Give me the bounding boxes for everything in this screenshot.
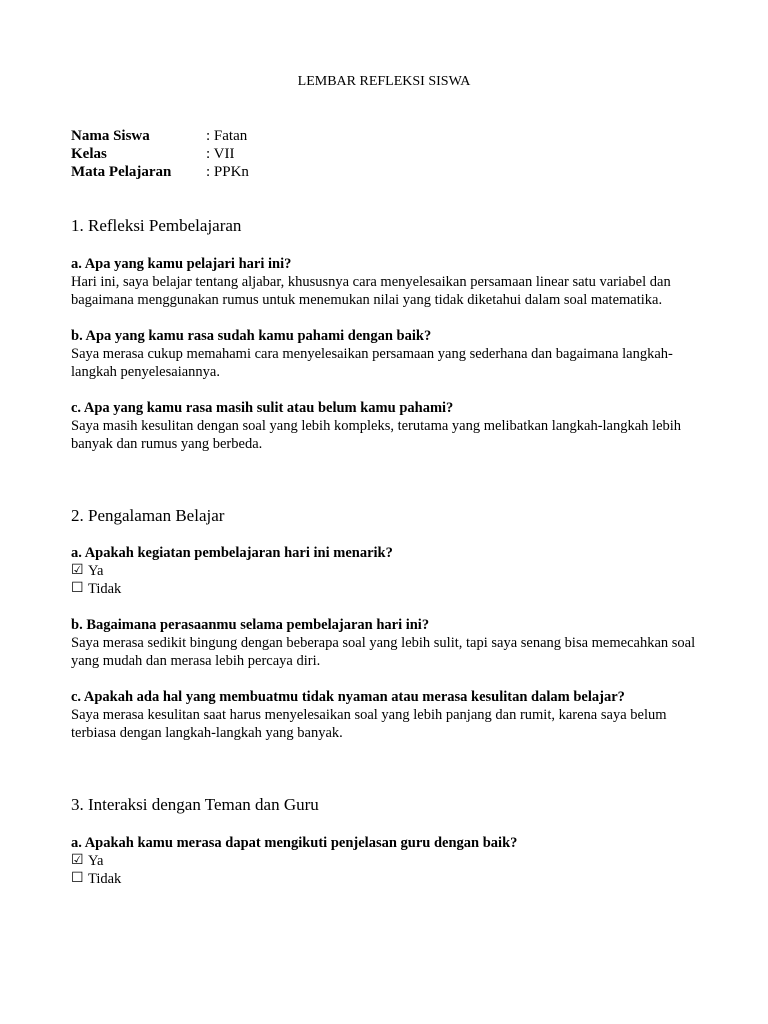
question-text: c. Apakah ada hal yang membuatmu tidak nyaman atau merasa kesulitan dalam belajar? (71, 689, 625, 705)
answer-text: Saya merasa kesulitan saat harus menyelesaikan soal yang lebih panjang dan rumit, karena saya belum terbiasa dengan langkah-langkah yang banyak. (71, 707, 667, 741)
info-label: Nama Siswa (71, 128, 150, 144)
checkbox-checked-icon[interactable]: ☑ (71, 563, 84, 578)
question-text: b. Bagaimana perasaanmu selama pembelajaran hari ini? (71, 617, 430, 633)
question-block (71, 544, 701, 598)
checkbox-unchecked-icon[interactable]: ☐ (71, 871, 84, 886)
option-no[interactable] (71, 870, 701, 888)
student-info (71, 127, 249, 181)
option-no[interactable] (71, 580, 701, 598)
info-row-name (71, 127, 249, 145)
document-title: LEMBAR REFLEKSI SISWA (297, 74, 471, 89)
option-yes[interactable] (71, 562, 701, 580)
answer-text: Saya masih kesulitan dengan soal yang lebih kompleks, terutama yang melibatkan langkah-langkah lebih banyak dan rumus yang berbeda. (71, 418, 682, 452)
checkbox-checked-icon[interactable]: ☑ (71, 853, 84, 868)
section-heading: 1. Refleksi Pembelajaran (71, 216, 242, 235)
question-block (71, 255, 701, 309)
answer-text: Hari ini, saya belajar tentang aljabar, khususnya cara menyelesaikan persamaan linear satu variabel dan bagaimana menggunakan rumus untuk menemukan nilai yang tidak diketahui dalam soal matematika. (71, 274, 671, 308)
checkbox-unchecked-icon[interactable]: ☐ (71, 581, 84, 596)
option-yes[interactable] (71, 852, 701, 870)
question-block (71, 688, 701, 742)
answer-text: Saya merasa cukup memahami cara menyelesaikan persamaan yang sederhana dan bagaimana langkah-langkah penyelesaiannya. (71, 346, 673, 380)
info-label: Kelas (71, 146, 107, 162)
question-block (71, 399, 701, 453)
info-row-subject (71, 163, 249, 181)
answer-text: Saya merasa sedikit bingung dengan beberapa soal yang lebih sulit, tapi saya senang bisa memecahkan soal yang mudah dan merasa lebih percaya diri. (71, 635, 696, 669)
question-text: b. Apa yang kamu rasa sudah kamu pahami dengan baik? (71, 328, 432, 344)
option-label: Tidak (88, 871, 122, 887)
info-value: : VII (206, 146, 235, 162)
question-text: a. Apakah kegiatan pembelajaran hari ini menarik? (71, 545, 393, 561)
info-value: : Fatan (206, 128, 248, 144)
question-text: c. Apa yang kamu rasa masih sulit atau belum kamu pahami? (71, 400, 454, 416)
option-label: Ya (88, 853, 104, 869)
section-heading: 2. Pengalaman Belajar (71, 506, 225, 525)
option-label: Tidak (88, 581, 122, 597)
info-value: : PPKn (206, 164, 249, 180)
info-row-class (71, 145, 249, 163)
question-block (71, 327, 701, 381)
question-block (71, 834, 701, 888)
question-block (71, 616, 701, 670)
question-text: a. Apakah kamu merasa dapat mengikuti penjelasan guru dengan baik? (71, 835, 518, 851)
section-heading: 3. Interaksi dengan Teman dan Guru (71, 795, 319, 814)
option-label: Ya (88, 563, 104, 579)
info-label: Mata Pelajaran (71, 164, 172, 180)
question-text: a. Apa yang kamu pelajari hari ini? (71, 256, 292, 272)
